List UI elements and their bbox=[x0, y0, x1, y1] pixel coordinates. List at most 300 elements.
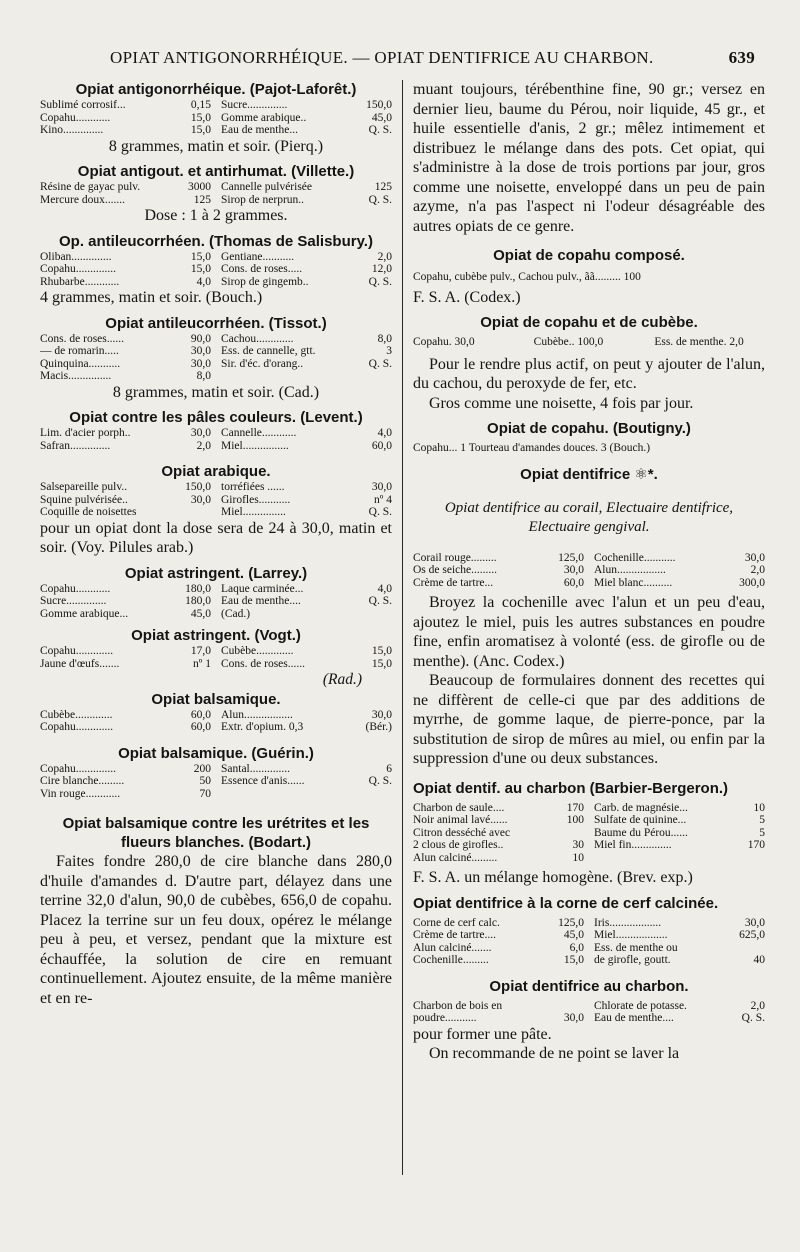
ingredient-name: Eau de menthe.... bbox=[221, 595, 301, 607]
recipe-title: Opiat balsamique contre les urétrites et les flueurs blanches. (Bodart.) bbox=[62, 815, 370, 851]
ingredient-cell bbox=[221, 494, 392, 507]
ingredient-name: Résine de gayac pulv. bbox=[40, 181, 141, 193]
running-title: OPIAT ANTIGONORRHÉIQUE. — OPIAT DENTIFRICE AU CHARBON. bbox=[110, 48, 654, 67]
ingredient-name: Macis............... bbox=[40, 370, 112, 382]
ingredient-cell bbox=[40, 788, 211, 801]
ingredient-quantity: 4,0 bbox=[196, 275, 211, 288]
ingredient-cell bbox=[413, 839, 584, 852]
ingredient-cell bbox=[221, 763, 392, 776]
ingredient-cell bbox=[40, 721, 211, 734]
ingredient-quantity: 30,0 bbox=[744, 551, 765, 564]
ingredient-quantity: 8,0 bbox=[377, 332, 392, 345]
ingredient-quantity: Q. S. bbox=[368, 506, 392, 518]
ingredient-name: Os de seiche......... bbox=[413, 564, 497, 576]
ingredient-table bbox=[40, 99, 392, 137]
ingredient-name: Copahu.............. bbox=[40, 762, 117, 775]
ingredient-quantity: Q. S. bbox=[741, 1012, 765, 1024]
ingredient-name: Squine pulvérisée.. bbox=[40, 493, 128, 506]
ingredient-cell bbox=[40, 645, 211, 658]
ingredient-quantity: 30,0 bbox=[371, 481, 392, 493]
ingredient-cell bbox=[413, 577, 584, 590]
ingredient-quantity: Q. S. bbox=[368, 193, 392, 206]
ingredient-cell bbox=[594, 942, 765, 955]
ingredient-name: Sir. d'éc. d'orang.. bbox=[221, 357, 304, 370]
dosage-note: 8 grammes, matin et soir. (Pierq.) bbox=[108, 137, 324, 155]
dosage-note: 8 grammes, matin et soir. (Cad.) bbox=[112, 383, 320, 401]
recipe-bodart bbox=[40, 814, 392, 1008]
ingredient-quantity: 4,0 bbox=[377, 427, 392, 439]
ingredient-cell bbox=[221, 506, 392, 519]
recipe-title: Opiat dentif. au charbon (Barbier-Bergeron.) bbox=[413, 779, 729, 797]
ingredient-line: Copahu, cubèbe pulv., Cachou pulv., ãã......... 100 bbox=[413, 271, 641, 283]
dosage-note: 4 grammes, matin et soir. (Bouch.) bbox=[40, 289, 263, 306]
dosage-note: pour un opiat dont la dose sera de 24 à 30,0, matin et soir. (Voy. Pilules arab.) bbox=[40, 519, 392, 556]
column-divider bbox=[402, 80, 403, 1175]
ingredient-quantity: 0,15 bbox=[190, 99, 211, 111]
ingredient-name: Girofles........... bbox=[221, 493, 291, 506]
ingredient-cell bbox=[40, 440, 211, 453]
ingredient-cell bbox=[40, 427, 211, 440]
ingredient-name: Vin rouge............ bbox=[40, 787, 121, 800]
ingredient-cell bbox=[40, 658, 211, 671]
ingredient-name: Crème de tartre... bbox=[413, 576, 494, 589]
ingredient-quantity: 60,0 bbox=[190, 721, 211, 733]
ingredient-cell bbox=[594, 564, 765, 577]
ingredient-cell bbox=[413, 1012, 584, 1025]
ingredient-cell bbox=[40, 358, 211, 371]
ingredient-name: Sublimé corrosif... bbox=[40, 99, 126, 111]
ingredient-cell bbox=[221, 358, 392, 371]
ingredient-name: Ess. de cannelle, gtt. bbox=[221, 345, 316, 357]
ingredient-quantity: 60,0 bbox=[190, 708, 211, 721]
ingredient-quantity: 90,0 bbox=[190, 332, 211, 345]
ingredient-cell bbox=[413, 942, 584, 955]
recipe-corne-de-cerf bbox=[413, 894, 765, 967]
ingredient-table bbox=[40, 427, 392, 452]
ingredient-quantity: Q. S. bbox=[368, 124, 392, 136]
ingredient-quantity: 15,0 bbox=[371, 657, 392, 670]
recipe-villette bbox=[40, 162, 392, 226]
ingredient-name: Oliban.............. bbox=[40, 250, 112, 263]
ingredient-name: Cire blanche......... bbox=[40, 775, 125, 787]
ingredient-name: Corne de cerf calc. bbox=[413, 916, 500, 929]
page-number: 639 bbox=[728, 48, 755, 67]
ingredient-table bbox=[40, 583, 392, 621]
ingredient-cell bbox=[40, 608, 211, 621]
ingredient-table bbox=[40, 181, 392, 206]
ingredient-name: Cochenille......... bbox=[413, 954, 489, 966]
ingredient-name: Cochenille........... bbox=[594, 551, 676, 564]
ingredient-table bbox=[413, 1000, 765, 1025]
continuation-line: On recommande de ne point se laver la bbox=[429, 1045, 680, 1062]
ingredient-quantity: 2,0 bbox=[750, 999, 765, 1012]
recipe-title: Opiat de copahu et de cubèbe. bbox=[480, 314, 698, 331]
ingredient-name: Gomme arabique... bbox=[40, 607, 129, 620]
ingredient-table bbox=[40, 333, 392, 383]
recipe-title: Opiat de copahu. (Boutigny.) bbox=[487, 420, 691, 437]
ingredient-name: Carb. de magnésie... bbox=[594, 801, 688, 814]
ingredient-cell bbox=[594, 1000, 765, 1013]
attribution: (Rad.) bbox=[322, 671, 362, 688]
ingredient-cell bbox=[594, 577, 765, 590]
ingredient-quantity: 45,0 bbox=[190, 607, 211, 620]
ingredient-name: Safran.............. bbox=[40, 439, 111, 452]
preparation-text: Broyez la cochenille avec l'alun et un peu d'eau, ajoutez le miel, puis les autres substances en poudre fine, enfin aromatisez à volonté (ess. de girofle ou de menthe). (Anc. Codex.) bbox=[413, 594, 765, 670]
ingredient-table bbox=[40, 763, 392, 801]
ingredient-name: Sucre.............. bbox=[221, 99, 288, 111]
ingredient-cell bbox=[594, 802, 765, 815]
ingredient-quantity: 40 bbox=[753, 954, 765, 966]
ingredient-name: Coquille de noisettes bbox=[40, 506, 137, 518]
recipe-tissot bbox=[40, 314, 392, 403]
dosage-note: Gros comme une noisette, 4 fois par jour. bbox=[429, 394, 694, 412]
recipe-title: Opiat antileucorrhéen. (Tissot.) bbox=[105, 314, 327, 332]
continuation-text: muant toujours, térébenthine fine, 90 gr.; versez en dernier lieu, baume du Pérou, noir liquide, 45 gr., et huile essentielle d'anis, 2 gr.; mêlez intimement et distribuez le mélange dans des pots. Cet opiat, qui s'administre à la dose de trois portions par jour, gros comme une noisette, enveloppé dans un peu de pain azyme, n'a pas l'aspect ni l'odeur désagréable des autres opiats de ce genre. bbox=[413, 81, 765, 235]
ingredient-quantity: 125 bbox=[374, 181, 392, 193]
ingredient-name: Alun calciné......... bbox=[413, 851, 498, 864]
ingredient-cell bbox=[594, 917, 765, 930]
ingredient-quantity: 45,0 bbox=[371, 111, 392, 124]
ingredient-name: de girofle, goutt. bbox=[594, 954, 671, 966]
ingredient-name: Citron desséché avec bbox=[413, 826, 511, 839]
ingredient-quantity: 2,0 bbox=[196, 439, 211, 452]
ingredient-quantity: 10 bbox=[572, 851, 584, 864]
ingredient-cell bbox=[221, 645, 392, 658]
ingredient-name: Mercure doux....... bbox=[40, 193, 125, 206]
ingredient-name: Charbon de saule.... bbox=[413, 801, 505, 814]
ingredient-name: — de romarin..... bbox=[40, 345, 119, 357]
ingredient-cell bbox=[40, 124, 211, 137]
ingredient-quantity: 3000 bbox=[188, 181, 211, 193]
ingredient-cell bbox=[594, 929, 765, 942]
ingredient-name: Cannelle pulvérisée bbox=[221, 181, 313, 193]
ingredient-quantity: 60,0 bbox=[371, 439, 392, 452]
ingredient-quantity: nº 4 bbox=[374, 493, 392, 506]
ingredient-quantity: 60,0 bbox=[563, 576, 584, 589]
recipe-arabique bbox=[40, 462, 392, 558]
ingredient-quantity: 5 bbox=[759, 826, 765, 839]
preparation-note: pour former une pâte. bbox=[413, 1025, 552, 1043]
ingredient-name: Iris.................. bbox=[594, 916, 662, 929]
ingredient-name: Baume du Pérou...... bbox=[594, 826, 688, 839]
ingredient-cell bbox=[594, 954, 765, 967]
recipe-title: Opiat antigout. et antirhumat. (Villette.) bbox=[77, 163, 355, 180]
ingredient-quantity: 2,0 bbox=[377, 250, 392, 263]
ingredient-quantity: 5 bbox=[759, 814, 765, 826]
ingredient-table bbox=[40, 645, 392, 670]
ingredient-quantity: 150,0 bbox=[366, 99, 392, 111]
ingredient-table bbox=[40, 481, 392, 519]
ingredient-name: Quinquina........... bbox=[40, 357, 121, 370]
ingredient-quantity: 100 bbox=[566, 814, 584, 826]
ingredient-name: Miel.................. bbox=[594, 929, 668, 941]
ingredient-cell bbox=[221, 370, 392, 383]
ingredient-name: Cubèbe............. bbox=[221, 645, 294, 657]
recipe-title: Opiat balsamique. (Guérin.) bbox=[118, 744, 314, 762]
ingredient-cell bbox=[40, 709, 211, 722]
ingredient-cell bbox=[221, 788, 392, 801]
ingredient-quantity: Q. S. bbox=[368, 595, 392, 607]
ingredient-quantity bbox=[388, 370, 392, 383]
ingredient-name: Alun calciné....... bbox=[413, 941, 492, 954]
recipe-copahu-compose bbox=[413, 246, 765, 307]
ingredient-quantity: 15,0 bbox=[371, 645, 392, 657]
recipe-title: Opiat dentifrice au charbon. bbox=[489, 977, 689, 995]
ingredient-cell bbox=[594, 839, 765, 852]
ingredient-quantity: Q. S. bbox=[368, 357, 392, 370]
ingredient-name: Sulfate de quinine... bbox=[594, 814, 687, 826]
ingredient-cell bbox=[221, 263, 392, 276]
ingredient-name: Laque carminée... bbox=[221, 582, 304, 595]
ingredient-name: Sucre.............. bbox=[40, 595, 107, 607]
ingredient-cell bbox=[40, 345, 211, 358]
ingredient-table bbox=[413, 552, 765, 590]
ingredient-quantity: 12,0 bbox=[371, 263, 392, 275]
ingredient-name: Kino.............. bbox=[40, 124, 104, 136]
ingredient-quantity: 30,0 bbox=[744, 916, 765, 929]
ingredient: Cubèbe.. 100,0 bbox=[533, 336, 604, 348]
ingredient-name: Ess. de menthe ou bbox=[594, 941, 678, 954]
ingredient-quantity: 3 bbox=[386, 345, 392, 357]
ingredient-cell bbox=[221, 775, 392, 788]
ingredient-name: Cachou............. bbox=[221, 332, 294, 345]
recipe-levent bbox=[40, 408, 392, 452]
ingredient-name: Sirop de nerprun.. bbox=[221, 193, 305, 206]
ingredient-quantity: 8,0 bbox=[196, 370, 211, 382]
ingredient-quantity: 45,0 bbox=[563, 929, 584, 941]
ingredient-quantity: 6 bbox=[386, 762, 392, 775]
ingredient-name: Eau de menthe... bbox=[221, 124, 298, 136]
ingredient-cell bbox=[221, 194, 392, 207]
ingredient-line: Copahu... 1 Tourteau d'amandes douces. 3 (Bouch.) bbox=[413, 442, 651, 454]
ingredient-cell bbox=[594, 552, 765, 565]
ingredient-name: Cons. de roses..... bbox=[221, 263, 303, 275]
ingredient-quantity: 300,0 bbox=[739, 576, 765, 589]
ingredient-name: Eau de menthe.... bbox=[594, 1012, 674, 1024]
ingredient-table bbox=[413, 917, 765, 967]
ingredient-name: Chlorate de potasse. bbox=[594, 999, 687, 1012]
ingredient-cell bbox=[40, 263, 211, 276]
ingredient-name: (Cad.) bbox=[221, 607, 251, 620]
ingredient-cell bbox=[40, 251, 211, 264]
ingredient-name: Crème de tartre.... bbox=[413, 929, 497, 941]
ingredient-quantity: 30,0 bbox=[190, 427, 211, 439]
recipe-title: Opiat arabique. bbox=[161, 463, 271, 480]
ingredient-name: Essence d'anis...... bbox=[221, 775, 305, 787]
recipe-title: Opiat astringent. (Larrey.) bbox=[124, 564, 308, 582]
ingredient-cell bbox=[594, 814, 765, 827]
ingredient-name: Charbon de bois en bbox=[413, 999, 503, 1012]
ingredient-cell bbox=[221, 345, 392, 358]
ingredient-quantity: 30,0 bbox=[190, 357, 211, 370]
ingredient-quantity: 30,0 bbox=[563, 564, 584, 576]
recipe-title: Opiat contre les pâles couleurs. (Levent.) bbox=[69, 409, 363, 426]
ingredient-cell bbox=[40, 181, 211, 194]
ingredient-cell bbox=[221, 333, 392, 346]
ingredient-name: 2 clous de girofles.. bbox=[413, 839, 504, 851]
ingredient-name: Noir animal lavé...... bbox=[413, 814, 508, 826]
ingredient-cell bbox=[221, 99, 392, 112]
ingredient-quantity: 125,0 bbox=[558, 551, 584, 564]
ingredient-quantity: 50 bbox=[199, 775, 211, 787]
ingredient-quantity: 150,0 bbox=[185, 481, 211, 493]
ingredient-cell bbox=[221, 427, 392, 440]
ingredient-name: Cons. de roses...... bbox=[40, 332, 125, 345]
recipe-dentifrice bbox=[413, 465, 765, 769]
ingredient-cell bbox=[40, 481, 211, 494]
running-head bbox=[95, 48, 755, 72]
ingredient-cell bbox=[221, 658, 392, 671]
ingredient-quantity: 10 bbox=[753, 801, 765, 814]
ingredient-quantity: 125 bbox=[193, 193, 211, 206]
ingredient-cell bbox=[221, 481, 392, 494]
ingredient-cell bbox=[594, 827, 765, 840]
ingredient-quantity: 30,0 bbox=[371, 708, 392, 721]
ingredient-cell bbox=[40, 112, 211, 125]
ingredient-cell bbox=[40, 775, 211, 788]
ingredient-quantity: Q. S. bbox=[368, 275, 392, 288]
ingredient-quantity: 15,0 bbox=[190, 111, 211, 124]
ingredient-cell bbox=[413, 552, 584, 565]
ingredient-quantity: Q. S. bbox=[368, 775, 392, 787]
ingredient-quantity: 6,0 bbox=[569, 941, 584, 954]
ingredient-cell bbox=[413, 802, 584, 815]
recipe-copahu-cubebe bbox=[413, 313, 765, 413]
ingredient-cell bbox=[221, 721, 392, 734]
recipe-title: Opiat dentifrice à la corne de cerf calcinée. bbox=[413, 894, 719, 912]
ingredient-cell bbox=[221, 583, 392, 596]
recipe-title: Opiat balsamique. bbox=[151, 690, 281, 708]
ingredient-quantity: 625,0 bbox=[739, 929, 765, 941]
preparation-text: Faites fondre 280,0 de cire blanche dans 280,0 d'huile d'amandes d. D'autre part, délayez dans une terrine 32,0 d'alun, 90,0 de cubèbes, 656,0 de copahu. Placez la terrine sur un feu doux, opérez le mélange peu à peu, et versez, pendant que la mixture est échauffée, la solution de cire en remuant continuellement. Ajoutez ensuite, de la même manière et en re- bbox=[40, 853, 392, 1007]
ingredient-cell bbox=[594, 1012, 765, 1025]
ingredient: Ess. de menthe. 2,0 bbox=[654, 336, 744, 348]
ingredient-row bbox=[413, 336, 765, 349]
recipe-vogt bbox=[40, 626, 392, 690]
recipe-pajot-laforet bbox=[40, 80, 392, 156]
ingredient-quantity: 30,0 bbox=[563, 1012, 584, 1024]
ingredient-quantity: 30,0 bbox=[190, 345, 211, 357]
ingredient-quantity bbox=[207, 506, 211, 519]
ingredient-name: Miel blanc.......... bbox=[594, 576, 673, 589]
ingredient-name: poudre........... bbox=[413, 1012, 477, 1024]
recipe-title: Opiat antigonorrhéique. (Pajot-Laforêt.) bbox=[75, 81, 357, 98]
ingredient-cell bbox=[413, 827, 584, 840]
ingredient-name: Cubèbe............. bbox=[40, 708, 113, 721]
left-column bbox=[40, 80, 392, 1008]
ingredient-cell bbox=[413, 929, 584, 942]
ingredient: Copahu. 30,0 bbox=[413, 336, 475, 348]
ingredient-quantity bbox=[761, 852, 765, 865]
ingredient-name: Copahu............ bbox=[40, 582, 111, 595]
ingredient-name: Miel................ bbox=[221, 439, 289, 452]
ingredient-cell bbox=[413, 564, 584, 577]
ingredient-cell bbox=[40, 595, 211, 608]
ingredient-name: Jaune d'œufs....... bbox=[40, 657, 120, 670]
ingredient-quantity bbox=[388, 608, 392, 621]
ingredient-quantity: 200 bbox=[193, 762, 211, 775]
ingredient-cell bbox=[40, 194, 211, 207]
ingredient-name: Gentiane........... bbox=[221, 250, 295, 263]
ingredient-quantity: (Bér.) bbox=[365, 721, 392, 733]
recipe-thomas-salisbury bbox=[40, 232, 392, 308]
ingredient-cell bbox=[221, 276, 392, 289]
ingredient-cell bbox=[413, 814, 584, 827]
ingredient-name: Extr. d'opium. 0,3 bbox=[221, 721, 304, 733]
ingredient-table bbox=[40, 251, 392, 289]
ingredient-quantity: nº 1 bbox=[193, 657, 211, 670]
ingredient-name: Alun................. bbox=[594, 564, 666, 576]
ingredient-cell bbox=[594, 852, 765, 865]
ingredient-cell bbox=[40, 763, 211, 776]
ingredient-cell bbox=[40, 506, 211, 519]
ingredient-name: Alun................. bbox=[221, 708, 293, 721]
ingredient-quantity: 15,0 bbox=[190, 250, 211, 263]
ingredient-name: Copahu.............. bbox=[40, 263, 117, 275]
preparation-text: Pour le rendre plus actif, on peut y ajouter de l'alun, du cachou, du peroxyde de fer, etc. bbox=[413, 355, 765, 392]
ingredient-name: Sirop de gingemb.. bbox=[221, 275, 309, 288]
ingredient-quantity: 180,0 bbox=[185, 595, 211, 607]
recipe-larrey bbox=[40, 564, 392, 621]
ingredient-cell bbox=[413, 917, 584, 930]
ingredient-name: Cannelle............ bbox=[221, 427, 297, 439]
ingredient-cell bbox=[40, 276, 211, 289]
ingredient-name: Gomme arabique.. bbox=[221, 111, 307, 124]
recipe-barbier-bergeron bbox=[413, 779, 765, 888]
ingredient-name: Copahu............. bbox=[40, 721, 114, 733]
ingredient-quantity bbox=[580, 827, 584, 840]
ingredient-cell bbox=[221, 608, 392, 621]
ingredient-name: Miel fin.............. bbox=[594, 839, 672, 851]
ingredient-quantity bbox=[761, 942, 765, 955]
ingredient-name: Lim. d'acier porph.. bbox=[40, 427, 131, 439]
preparation-note: F. S. A. (Codex.) bbox=[413, 288, 521, 306]
ingredient-cell bbox=[40, 99, 211, 112]
ingredient-cell bbox=[413, 1000, 584, 1013]
ingredient-name: Corail rouge......... bbox=[413, 551, 497, 564]
ingredient-quantity bbox=[388, 788, 392, 801]
ingredient-table bbox=[40, 709, 392, 734]
recipe-boutigny bbox=[413, 419, 765, 455]
ingredient-cell bbox=[221, 595, 392, 608]
ingredient-quantity bbox=[580, 1000, 584, 1013]
ingredient-quantity: 30,0 bbox=[190, 493, 211, 506]
ingredient-name: Salsepareille pulv.. bbox=[40, 481, 128, 493]
recipe-title: Op. antileucorrhéen. (Thomas de Salisbury.) bbox=[59, 232, 373, 250]
ingredient-cell bbox=[413, 852, 584, 865]
ingredient-cell bbox=[40, 583, 211, 596]
right-column bbox=[413, 80, 765, 1064]
ingredient-quantity: 15,0 bbox=[190, 263, 211, 275]
ingredient-name: Copahu............ bbox=[40, 111, 111, 124]
recipe-dentifrice-charbon bbox=[413, 977, 765, 1064]
ingredient-quantity: 70 bbox=[199, 787, 211, 800]
ingredient-name: Cons. de roses...... bbox=[221, 657, 306, 670]
ingredient-cell bbox=[221, 709, 392, 722]
ingredient-cell bbox=[221, 112, 392, 125]
dosage-note: Dose : 1 à 2 grammes. bbox=[144, 207, 288, 224]
recipe-title: Opiat de copahu composé. bbox=[493, 247, 685, 264]
ingredient-cell bbox=[413, 954, 584, 967]
recipe-title: Opiat astringent. (Vogt.) bbox=[131, 627, 301, 644]
ingredient-cell bbox=[221, 124, 392, 137]
ingredient-name: Santal.............. bbox=[221, 762, 290, 775]
ingredient-name: Miel............... bbox=[221, 506, 286, 518]
recipe-title: Opiat dentifrice ⚛*. bbox=[520, 465, 658, 483]
recipe-synonyms: Opiat dentifrice au corail, Electuaire dentifrice, Electuaire gengival. bbox=[444, 499, 734, 535]
ingredient-quantity: 170 bbox=[747, 839, 765, 851]
ingredient-quantity: 30 bbox=[572, 839, 584, 851]
